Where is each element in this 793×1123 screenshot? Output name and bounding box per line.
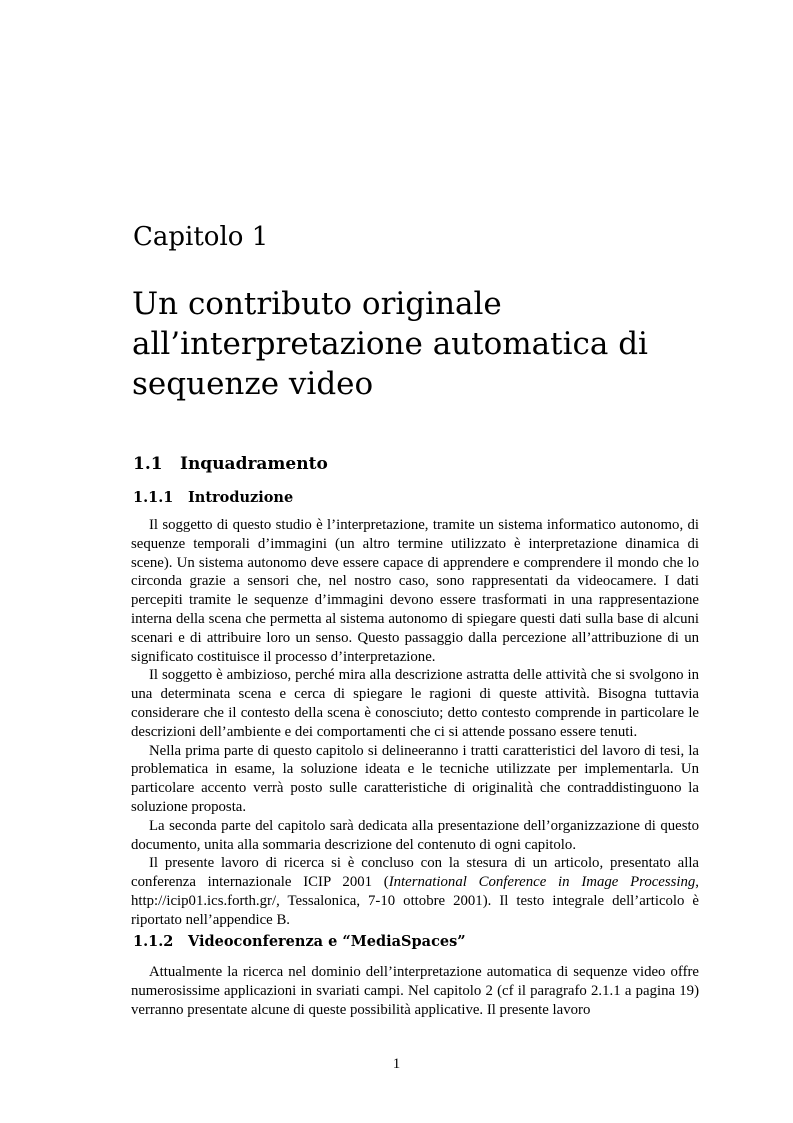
section-title: Inquadramento xyxy=(180,454,328,474)
conference-name: International Conference in Image Processing xyxy=(388,874,696,891)
subsection-title: Videoconferenza e “MediaSpaces” xyxy=(188,933,466,950)
chapter-label: Capitolo 1 xyxy=(133,222,269,252)
videoconference-body xyxy=(131,963,699,1019)
paragraph: Il soggetto è ambizioso, perché mira alla descrizione astratta delle attività che si svolgono in una determinata scena e cerca di spiegare le ragioni di queste attività. Bisogna tuttavia considerare che il contesto della scena è conosciuto; detto contesto comprende in particolare le descrizioni dell’ambiente e dei comportamenti che ci si attende possano essere tenuti. xyxy=(131,667,699,740)
paragraph: La seconda parte del capitolo sarà dedicata alla presentazione dell’organizzazione di questo documento, unita alla sommaria descrizione del contenuto di ogni capitolo. xyxy=(131,817,699,853)
introduction-body xyxy=(131,516,699,930)
section-heading-1-1 xyxy=(133,454,328,474)
subsection-heading-1-1-2 xyxy=(133,933,466,950)
subsection-number: 1.1.1 xyxy=(133,489,174,506)
chapter-title: Un contributo originale all’interpretazione automatica di sequenze video xyxy=(132,286,648,402)
paragraph: Il soggetto di questo studio è l’interpretazione, tramite un sistema informatico autonomo, di sequenze temporali d’immagini (un altro termine utilizzato è interpretazione dinamica di scene). Un sistema autonomo deve essere capace di apprendere e comprendere il mondo che lo circonda grazie a sensori che, nel nostro caso, sono rappresentati da videocamere. I dati percepiti tramite le sequenze d’immagini devono essere trasformati in una rappresentazione interna della scena che permetta al sistema autonomo di spiegare questi dati sulla base di alcuni scenari e di attribuire loro un senso. Questo passaggio dalla percezione all’attribuzione di un significato costituisce il processo d’interpretazione. xyxy=(131,517,699,665)
section-number: 1.1 xyxy=(133,454,163,474)
paragraph-text: , http://icip01.ics.forth.gr/, Tessalonica, 7-10 ottobre 2001). Il testo integrale dell’articolo è riportato nell’appendice B. xyxy=(131,874,699,928)
subsection-heading-1-1-1 xyxy=(133,489,293,506)
subsection-number: 1.1.2 xyxy=(133,933,174,950)
paragraph: Nella prima parte di questo capitolo si delineeranno i tratti caratteristici del lavoro di tesi, la problematica in esame, la soluzione ideata e le tecniche utilizzate per implementarla. Un particolare accento verrà posto sulle caratteristiche di originalità che contraddistinguono la soluzione proposta. xyxy=(131,742,699,815)
page-number: 1 xyxy=(392,1056,401,1072)
paragraph: Attualmente la ricerca nel dominio dell’interpretazione automatica di sequenze video offre numerosissime applicazioni in svariati campi. Nel capitolo 2 (cf il paragrafo 2.1.1 a pagina 19) verranno presentate alcune di queste possibilità applicative. Il presente lavoro xyxy=(131,964,699,1018)
subsection-title: Introduzione xyxy=(188,489,294,506)
paragraph-text: Il presente lavoro di ricerca si è concluso con la stesura di un articolo, presentato alla conferenza internazionale ICIP 2001 ( xyxy=(131,855,699,891)
paragraph-icip xyxy=(131,854,699,929)
